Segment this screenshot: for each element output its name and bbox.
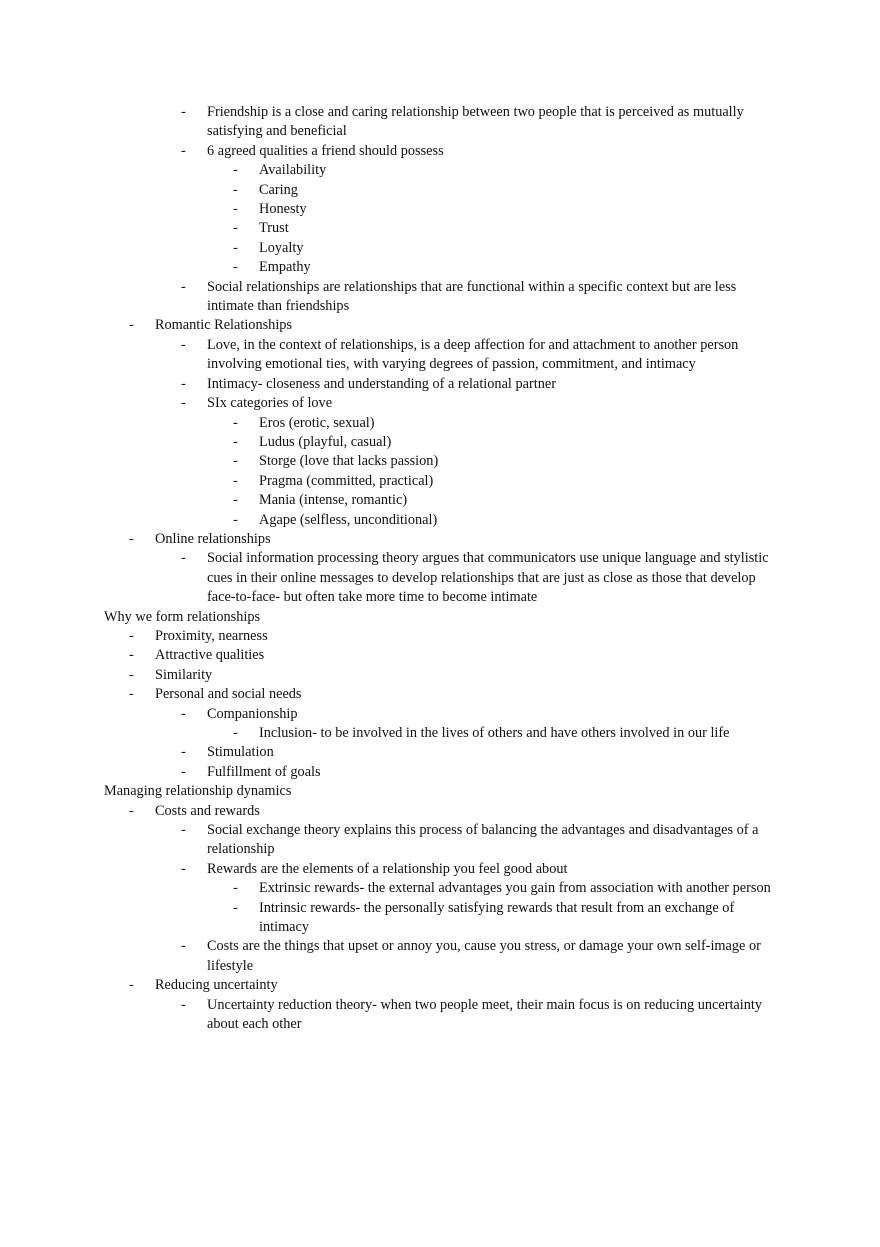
list-item-text: Agape (selfless, unconditional) — [259, 511, 438, 528]
list-item-text: Social exchange theory explains this process of balancing the advantages and disadvantages of a relationship — [207, 822, 759, 858]
list-item-text: Similarity — [155, 666, 213, 683]
bullet-dash: - — [233, 725, 238, 741]
list-item — [0, 161, 880, 180]
bullet-dash: - — [233, 511, 238, 528]
list-item-text: Ludus (playful, casual) — [259, 433, 392, 450]
section-heading: Why we form relationships — [104, 608, 261, 625]
list-item-text: Availability — [259, 162, 327, 179]
list-item — [0, 316, 880, 335]
list-item — [0, 549, 880, 607]
list-item — [0, 472, 880, 491]
list-item-text: Companionship — [207, 705, 298, 722]
bullet-dash: - — [181, 104, 186, 120]
bullet-dash: - — [233, 492, 238, 509]
bullet-dash: - — [181, 938, 186, 955]
list-item — [0, 724, 880, 743]
bullet-dash: - — [129, 627, 134, 644]
list-item — [0, 879, 880, 898]
list-item-text: Costs and rewards — [155, 802, 260, 819]
list-item-text: Caring — [259, 181, 298, 198]
list-item — [0, 899, 880, 938]
list-item-text: Social relationships are relationships that are functional within a specific context but are less intimate than friendships — [207, 278, 737, 315]
bullet-dash: - — [233, 201, 238, 218]
list-item-text: Loyalty — [259, 239, 304, 256]
list-item-text: Intimacy- closeness and understanding of a relational partner — [207, 375, 556, 392]
list-item-text: Empathy — [259, 259, 311, 276]
list-item-text: Eros (erotic, sexual) — [259, 414, 375, 431]
bullet-dash: - — [181, 375, 186, 392]
list-item — [0, 860, 880, 879]
list-item — [0, 511, 880, 530]
list-item-text: Inclusion- to be involved in the lives of others and have others involved in our life — [259, 725, 730, 741]
bullet-dash: - — [181, 336, 186, 353]
list-item-text: Uncertainty reduction theory- when two people meet, their main focus is on reducing uncertainty about each other — [207, 996, 763, 1033]
bullet-dash: - — [129, 530, 134, 547]
list-item — [0, 375, 880, 394]
list-item — [0, 491, 880, 510]
list-item-text: Honesty — [259, 201, 307, 218]
list-item-text: Social information processing theory argues that communicators use unique language and stylistic cues in their online messages to develop relationships that are just as close as those that develop face-to-face- but often take more time to become intimate — [207, 550, 769, 606]
list-item — [0, 394, 880, 413]
list-item — [0, 258, 880, 277]
list-item-text: Friendship is a close and caring relationship between two people that is perceived as mutually satisfying and beneficial — [207, 104, 744, 140]
bullet-dash: - — [181, 142, 186, 159]
bullet-dash: - — [233, 453, 238, 470]
bullet-dash: - — [181, 744, 186, 761]
list-item — [0, 821, 880, 860]
list-item — [0, 103, 880, 142]
list-item — [0, 627, 880, 646]
list-item-text: Online relationships — [155, 530, 271, 547]
bullet-dash: - — [129, 977, 134, 994]
bullet-dash: - — [181, 550, 186, 567]
bullet-dash: - — [129, 666, 134, 683]
list-item-text: Attractive qualities — [155, 647, 265, 664]
list-item — [0, 181, 880, 200]
list-item-text: 6 agreed qualities a friend should possess — [207, 142, 444, 159]
list-item — [0, 685, 880, 704]
list-item-text: SIx categories of love — [207, 395, 333, 412]
list-item — [0, 219, 880, 238]
list-item-text: Mania (intense, romantic) — [259, 492, 408, 509]
bullet-dash: - — [181, 763, 186, 780]
bullet-dash: - — [233, 472, 238, 489]
list-item-text: Personal and social needs — [155, 686, 302, 703]
list-item — [0, 976, 880, 995]
bullet-dash: - — [233, 181, 238, 198]
bullet-dash: - — [129, 317, 134, 334]
list-item — [0, 763, 880, 782]
list-item-text: Costs are the things that upset or annoy you, cause you stress, or damage your own self-image or lifestyle — [207, 938, 761, 974]
list-item-text: Extrinsic rewards- the external advantages you gain from association with another person — [259, 880, 771, 897]
list-item-text: Storge (love that lacks passion) — [259, 453, 439, 470]
list-item — [0, 336, 880, 375]
bullet-dash: - — [233, 162, 238, 179]
list-item-text: Love, in the context of relationships, is a deep affection for and attachment to another person involving emotional ties, with varying degrees of passion, commitment, and intimacy — [207, 336, 739, 373]
bullet-dash: - — [181, 860, 186, 877]
list-item-text: Rewards are the elements of a relationship you feel good about — [207, 860, 568, 877]
list-item — [0, 452, 880, 471]
list-item-text: Romantic Relationships — [155, 317, 293, 334]
document-body — [0, 103, 880, 1035]
list-item — [0, 278, 880, 317]
bullet-dash: - — [129, 802, 134, 819]
list-item — [0, 142, 880, 161]
section-heading: Managing relationship dynamics — [104, 783, 292, 800]
bullet-dash: - — [181, 822, 186, 839]
list-item — [0, 646, 880, 665]
bullet-dash: - — [233, 259, 238, 276]
bullet-dash: - — [233, 239, 238, 256]
bullet-dash: - — [181, 278, 186, 295]
list-item — [0, 743, 880, 762]
list-item — [0, 705, 880, 724]
list-item — [0, 200, 880, 219]
list-item-text: Pragma (committed, practical) — [259, 472, 434, 489]
list-item — [0, 530, 880, 549]
list-item — [0, 414, 880, 433]
list-item-text: Intrinsic rewards- the personally satisfying rewards that result from an exchange of intimacy — [259, 899, 735, 936]
bullet-dash: - — [181, 705, 186, 722]
bullet-dash: - — [233, 433, 238, 450]
list-item — [0, 937, 880, 976]
bullet-dash: - — [181, 996, 186, 1013]
list-item — [0, 802, 880, 821]
list-item — [0, 666, 880, 685]
bullet-dash: - — [181, 395, 186, 412]
bullet-dash: - — [233, 899, 238, 916]
list-item — [0, 433, 880, 452]
list-item-text: Stimulation — [207, 744, 274, 761]
list-item — [0, 239, 880, 258]
list-item-text: Reducing uncertainty — [155, 977, 278, 994]
list-item-text: Trust — [259, 220, 289, 237]
list-item — [0, 996, 880, 1035]
bullet-dash: - — [233, 220, 238, 237]
bullet-dash: - — [129, 686, 134, 703]
list-item-text: Proximity, nearness — [155, 627, 268, 644]
list-item-text: Fulfillment of goals — [207, 763, 321, 780]
bullet-dash: - — [233, 414, 238, 431]
bullet-dash: - — [129, 647, 134, 664]
bullet-dash: - — [233, 880, 238, 897]
